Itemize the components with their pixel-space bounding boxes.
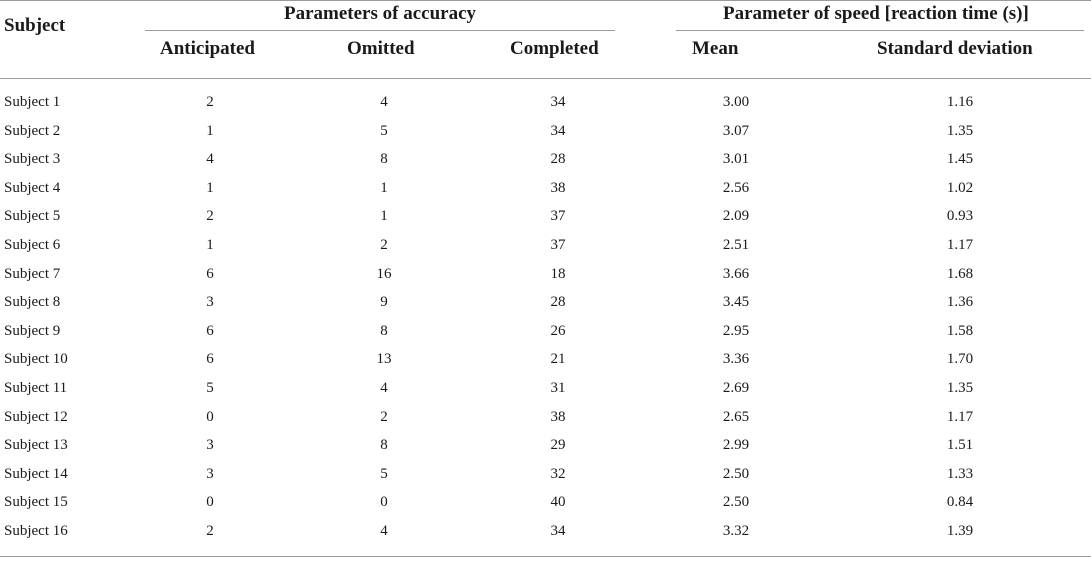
cell-subject: Subject 14 [4, 465, 68, 482]
cell-omitted: 8 [380, 151, 388, 168]
cell-omitted: 5 [380, 465, 388, 482]
cell-subject: Subject 6 [4, 236, 61, 253]
cell-completed: 40 [550, 494, 566, 511]
speed-group-rule [676, 30, 1084, 31]
cell-mean: 2.50 [722, 494, 750, 511]
cell-mean: 2.50 [722, 465, 750, 482]
cell-mean: 2.69 [722, 379, 750, 396]
cell-subject: Subject 1 [4, 94, 61, 110]
cell-completed: 34 [550, 122, 566, 139]
cell-anticipated: 1 [206, 236, 214, 253]
cell-omitted: 4 [380, 94, 388, 110]
table-row [0, 403, 1091, 432]
cell-omitted: 5 [380, 122, 388, 139]
cell-anticipated: 6 [206, 322, 214, 339]
table-top-rule [0, 0, 1091, 1]
header-subject: Subject [4, 15, 66, 36]
table-row [0, 260, 1091, 289]
header-completed: Completed [510, 38, 599, 59]
cell-standard-deviation: 1.16 [946, 94, 974, 110]
cell-standard-deviation: 1.17 [946, 408, 974, 425]
cell-completed: 29 [550, 437, 566, 454]
cell-omitted: 1 [380, 208, 388, 225]
cell-subject: Subject 7 [4, 265, 61, 282]
cell-standard-deviation: 1.68 [946, 265, 974, 282]
cell-standard-deviation: 1.39 [946, 522, 974, 539]
table-row [0, 174, 1091, 203]
table-row [0, 517, 1091, 546]
cell-mean: 2.65 [722, 408, 750, 425]
cell-anticipated: 6 [206, 265, 214, 282]
cell-mean: 2.09 [722, 208, 750, 225]
cell-subject: Subject 2 [4, 122, 61, 139]
cell-completed: 37 [550, 208, 566, 225]
cell-completed: 37 [550, 236, 566, 253]
cell-standard-deviation: 1.36 [946, 294, 974, 311]
cell-anticipated: 3 [206, 437, 214, 454]
cell-standard-deviation: 0.93 [946, 208, 974, 225]
header-anticipated: Anticipated [160, 38, 255, 59]
cell-completed: 28 [550, 294, 566, 311]
cell-anticipated: 4 [206, 151, 214, 168]
cell-completed: 34 [550, 94, 566, 110]
cell-subject: Subject 12 [4, 408, 68, 425]
table-row [0, 202, 1091, 231]
cell-anticipated: 3 [206, 465, 214, 482]
cell-mean: 3.45 [722, 294, 750, 311]
cell-mean: 2.95 [722, 322, 750, 339]
cell-mean: 2.56 [722, 179, 750, 196]
cell-omitted: 9 [380, 294, 388, 311]
cell-omitted: 4 [380, 379, 388, 396]
cell-anticipated: 2 [206, 522, 214, 539]
cell-standard-deviation: 1.58 [946, 322, 974, 339]
table-bottom-rule [0, 556, 1091, 557]
cell-subject: Subject 3 [4, 151, 61, 168]
cell-completed: 31 [550, 379, 566, 396]
cell-anticipated: 1 [206, 122, 214, 139]
cell-completed: 18 [550, 265, 566, 282]
cell-anticipated: 1 [206, 179, 214, 196]
cell-completed: 34 [550, 522, 566, 539]
cell-omitted: 4 [380, 522, 388, 539]
cell-subject: Subject 11 [4, 379, 68, 396]
cell-completed: 21 [550, 351, 566, 368]
cell-mean: 2.51 [722, 236, 750, 253]
cell-completed: 38 [550, 179, 566, 196]
cell-omitted: 0 [380, 494, 388, 511]
cell-omitted: 1 [380, 179, 388, 196]
cell-mean: 3.36 [722, 351, 750, 368]
cell-mean: 3.07 [722, 122, 750, 139]
cell-completed: 28 [550, 151, 566, 168]
table-row [0, 288, 1091, 317]
table-row [0, 88, 1091, 117]
table-row [0, 374, 1091, 403]
table-row [0, 231, 1091, 260]
cell-anticipated: 3 [206, 294, 214, 311]
cell-omitted: 2 [380, 236, 388, 253]
cell-standard-deviation: 1.02 [946, 179, 974, 196]
header-mean: Mean [692, 38, 739, 59]
cell-mean: 3.66 [722, 265, 750, 282]
cell-subject: Subject 16 [4, 522, 68, 539]
cell-completed: 32 [550, 465, 566, 482]
table-row [0, 345, 1091, 374]
cell-standard-deviation: 1.70 [946, 351, 974, 368]
cell-standard-deviation: 1.51 [946, 437, 974, 454]
cell-completed: 38 [550, 408, 566, 425]
cell-anticipated: 6 [206, 351, 214, 368]
table-row [0, 317, 1091, 346]
cell-subject: Subject 13 [4, 437, 68, 454]
cell-standard-deviation: 1.33 [946, 465, 974, 482]
cell-subject: Subject 4 [4, 179, 61, 196]
cell-completed: 26 [550, 322, 566, 339]
table-row [0, 145, 1091, 174]
accuracy-group-rule [145, 30, 615, 31]
cell-mean: 3.32 [722, 522, 750, 539]
header-group-speed: Parameter of speed [reaction time (s)] [723, 3, 1029, 24]
cell-standard-deviation: 1.45 [946, 151, 974, 168]
header-omitted: Omitted [347, 38, 415, 59]
cell-omitted: 8 [380, 437, 388, 454]
header-bottom-rule [0, 78, 1091, 79]
table-row [0, 117, 1091, 146]
cell-standard-deviation: 1.35 [946, 379, 974, 396]
cell-subject: Subject 8 [4, 294, 61, 311]
table-row [0, 460, 1091, 489]
cell-subject: Subject 15 [4, 494, 68, 511]
cell-omitted: 16 [376, 265, 392, 282]
table-row [0, 431, 1091, 460]
cell-subject: Subject 5 [4, 208, 61, 225]
cell-subject: Subject 9 [4, 322, 61, 339]
header-group-accuracy: Parameters of accuracy [284, 3, 477, 24]
cell-omitted: 13 [376, 351, 392, 368]
cell-omitted: 8 [380, 322, 388, 339]
table-row [0, 488, 1091, 517]
cell-anticipated: 0 [206, 494, 214, 511]
cell-standard-deviation: 0.84 [946, 494, 974, 511]
cell-mean: 3.01 [722, 151, 750, 168]
cell-standard-deviation: 1.17 [946, 236, 974, 253]
cell-anticipated: 0 [206, 408, 214, 425]
table-body [0, 88, 1091, 546]
cell-anticipated: 5 [206, 379, 214, 396]
cell-anticipated: 2 [206, 208, 214, 225]
cell-mean: 2.99 [722, 437, 750, 454]
header-standard-deviation: Standard deviation [877, 38, 1033, 59]
cell-omitted: 2 [380, 408, 388, 425]
cell-standard-deviation: 1.35 [946, 122, 974, 139]
cell-mean: 3.00 [722, 94, 750, 110]
cell-subject: Subject 10 [4, 351, 68, 368]
cell-anticipated: 2 [206, 94, 214, 110]
